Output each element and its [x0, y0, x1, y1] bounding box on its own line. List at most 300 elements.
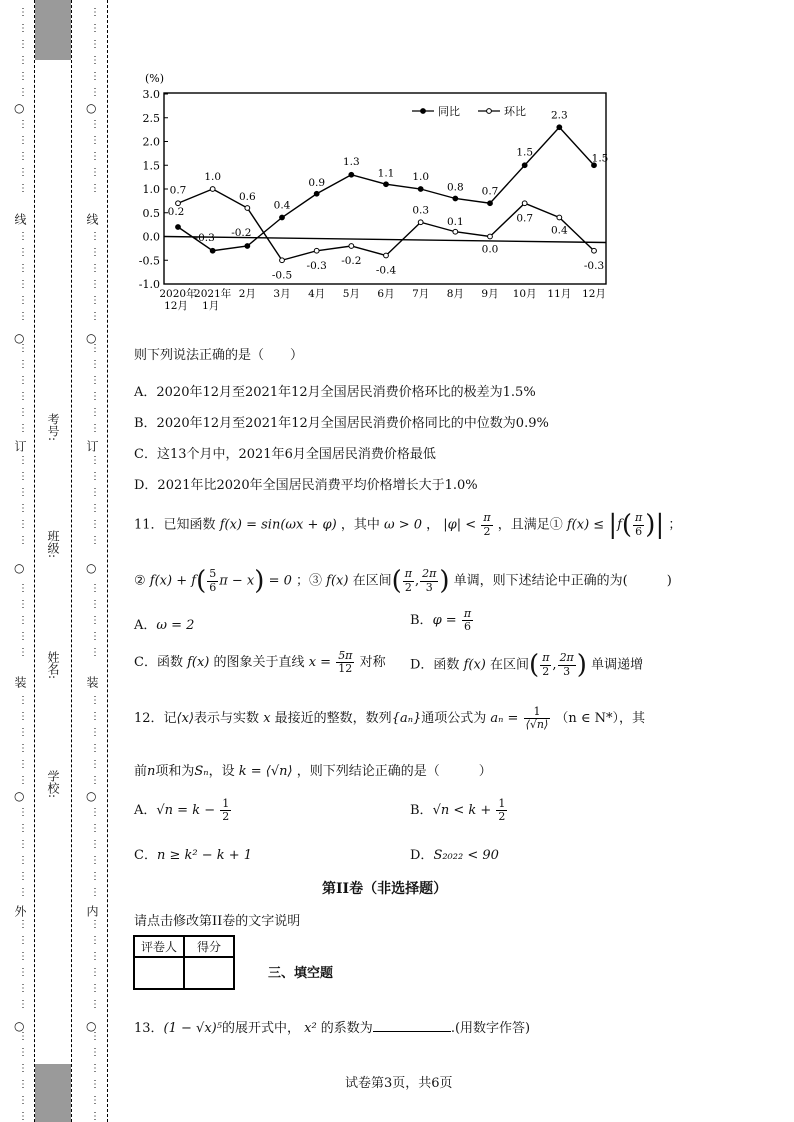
data-point — [488, 201, 493, 206]
q11-text: ，其中 — [340, 517, 380, 533]
margin-circle: ○ — [14, 331, 25, 345]
data-point — [418, 220, 423, 225]
frac-num: 1 — [222, 797, 230, 810]
y-tick-label: -1.0 — [138, 278, 160, 291]
margin-dots: ⋮ — [18, 631, 28, 642]
frac-den: 6 — [635, 524, 643, 538]
data-label: 0.3 — [412, 204, 430, 217]
option-label: A． — [134, 618, 157, 633]
margin-dots: ⋮ — [90, 695, 100, 706]
margin-dots: ⋮ — [18, 391, 28, 402]
margin-dots: ⋮ — [18, 1095, 28, 1106]
q11-cond-3: ；③ — [296, 573, 323, 589]
q12-text: 前 — [134, 764, 148, 779]
data-label: 1.3 — [342, 155, 360, 168]
frac-num: 5 — [209, 567, 217, 581]
margin-dots: ⋮ — [90, 711, 100, 722]
q12-option-a — [134, 798, 232, 823]
frac-num: 2π — [422, 567, 437, 581]
x-tick-label: 11月 — [547, 288, 572, 300]
frac-den: 2 — [498, 810, 506, 824]
margin-dots: ⋮ — [90, 647, 100, 658]
data-point — [557, 215, 562, 220]
margin-word: 订 — [13, 440, 27, 452]
x-tick-label: 9月 — [481, 288, 499, 300]
y-tick-label: 0.5 — [142, 206, 160, 220]
margin-dots: ⋮ — [90, 999, 100, 1010]
data-label: 0.7 — [169, 184, 187, 197]
margin-dots: ⋮ — [90, 167, 100, 178]
q11-text: 在区间 — [352, 573, 392, 589]
margin-grey-block-top — [35, 0, 71, 60]
margin-dots: ⋮ — [18, 871, 28, 882]
margin-dots: ⋮ — [90, 407, 100, 418]
data-point — [349, 172, 354, 177]
q12-text: 最接近的整数，数列 — [274, 711, 392, 727]
option-value: S₂₀₂₂ < 90 — [433, 848, 499, 863]
q11-f-sum: f(x) + f — [149, 573, 197, 589]
data-point — [210, 187, 215, 192]
data-label: 0.6 — [238, 191, 256, 203]
grader-header: 评卷人 — [134, 936, 184, 957]
option-text: 对称 — [359, 655, 386, 671]
option-label: A． — [134, 803, 157, 819]
y-tick-label: -0.5 — [138, 254, 160, 268]
q10-stem: 则下列说法正确的是（ ） — [134, 348, 304, 363]
option-text: 的图象关于直线 — [213, 655, 305, 671]
margin-dots: ⋮ — [90, 487, 100, 498]
margin-circle: ○ — [86, 101, 97, 115]
data-label: -0.4 — [375, 264, 397, 277]
q12-text: 表示与实数 — [194, 711, 260, 727]
q11-number: 11．已知函数 — [134, 517, 216, 533]
x-tick-label: 1月 — [202, 300, 220, 312]
frac-num: 1 — [524, 706, 551, 719]
margin-dots: ⋮ — [90, 183, 100, 194]
q11-text: 单调，则下述结论中正确的为( ) — [453, 573, 672, 589]
grader-score-table — [133, 935, 235, 990]
margin-dots: ⋮ — [18, 759, 28, 770]
margin-dots: ⋮ — [90, 1047, 100, 1058]
margin-dots: ⋮ — [90, 519, 100, 530]
margin-dots: ⋮ — [90, 775, 100, 786]
margin-dots: ⋮ — [90, 311, 100, 322]
q11-frac-pi-6 — [462, 608, 473, 633]
q12-text: 12．记 — [134, 711, 177, 727]
margin-dots: ⋮ — [18, 231, 28, 242]
data-label: -0.3 — [306, 259, 327, 272]
data-label: 1.5 — [591, 152, 609, 165]
margin-dots: ⋮ — [90, 55, 100, 66]
option-value: √n < k + — [432, 803, 492, 819]
margin-dots: ⋮ — [90, 583, 100, 594]
x-tick-label: 5月 — [342, 288, 360, 300]
data-point — [453, 229, 458, 234]
margin-dots: ⋮ — [18, 39, 28, 50]
x-tick-label: 7月 — [412, 288, 430, 300]
data-label: 2.3 — [550, 109, 568, 122]
data-point — [418, 187, 423, 192]
q12-option-c — [134, 844, 252, 863]
option-label: D． — [410, 848, 434, 863]
margin-dots: ⋮ — [90, 807, 100, 818]
option-value: ω = 2 — [156, 618, 195, 633]
q12-an-frac — [524, 706, 551, 731]
section-title: 第II卷（非选择题） — [322, 881, 448, 897]
data-point — [592, 248, 597, 253]
q12-n: n — [147, 764, 156, 779]
data-point — [280, 258, 285, 263]
data-point — [557, 125, 562, 130]
data-label: 0.4 — [550, 224, 568, 237]
school-label: 学校: — [46, 770, 60, 799]
margin-dots: ⋮ — [18, 887, 28, 898]
margin-circle: ○ — [14, 561, 25, 575]
name-label: 姓名: — [46, 651, 60, 680]
x-tick-label: 3月 — [273, 288, 291, 300]
margin-dots: ⋮ — [18, 311, 28, 322]
data-label: -0.3 — [194, 231, 215, 244]
data-point — [245, 244, 250, 249]
margin-word: 外 — [13, 905, 27, 917]
x-tick-label: 2月 — [238, 288, 256, 300]
margin-dots: ⋮ — [18, 471, 28, 482]
margin-dots: ⋮ — [18, 775, 28, 786]
margin-dots: ⋮ — [18, 935, 28, 946]
q11-text: ； — [668, 517, 682, 533]
margin-dots: ⋮ — [18, 247, 28, 258]
q12-sn: Sₙ — [194, 764, 209, 779]
margin-dots: ⋮ — [90, 839, 100, 850]
margin-dots: ⋮ — [90, 23, 100, 34]
margin-dots: ⋮ — [18, 279, 28, 290]
margin-dots: ⋮ — [90, 1111, 100, 1122]
data-point — [349, 244, 354, 249]
option-value: √n = k − — [156, 803, 216, 819]
data-label: 0.1 — [446, 215, 464, 228]
margin-dots: ⋮ — [18, 151, 28, 162]
margin-word: 线 — [85, 213, 99, 225]
y-unit-label: (%) — [145, 72, 165, 85]
data-point — [245, 206, 250, 211]
margin-dots: ⋮ — [18, 135, 28, 146]
x-tick-label: 12月 — [582, 288, 606, 300]
margin-dots: ⋮ — [18, 183, 28, 194]
margin-dots: ⋮ — [18, 295, 28, 306]
q11-frac-pi-2 — [481, 512, 492, 537]
q12-an-eq: aₙ = — [490, 711, 519, 727]
q11-frac-pi-6 — [633, 512, 644, 537]
margin-word: 装 — [85, 676, 99, 688]
option-text: 在区间 — [490, 657, 530, 673]
data-point — [210, 248, 215, 253]
margin-dots: ⋮ — [90, 375, 100, 386]
margin-dots: ⋮ — [18, 71, 28, 82]
q11-f-le: f(x) ≤ — [566, 517, 605, 533]
margin-dots: ⋮ — [90, 599, 100, 610]
frac-den: 3 — [563, 664, 571, 678]
q11-frac-pi-2 — [403, 568, 414, 593]
q11-eq0: = 0 — [268, 573, 292, 589]
margin-dots: ⋮ — [18, 919, 28, 930]
margin-circle: ○ — [86, 561, 97, 575]
q12-text: 项和为 — [155, 764, 195, 779]
q11-option-a — [134, 614, 194, 633]
x-tick-label: 2020年 — [159, 288, 197, 300]
margin-dots: ⋮ — [90, 615, 100, 626]
data-label: -0.3 — [583, 259, 605, 272]
margin-dots: ⋮ — [90, 39, 100, 50]
margin-dots: ⋮ — [90, 727, 100, 738]
q10-option-b: B．2020年12月至2021年12月全国居民消费价格同比的中位数为0.9% — [134, 416, 549, 431]
margin-dots: ⋮ — [90, 119, 100, 130]
margin-dots: ⋮ — [90, 247, 100, 258]
margin-dots: ⋮ — [90, 631, 100, 642]
class-label: 班级: — [46, 530, 60, 559]
margin-dots: ⋮ — [90, 967, 100, 978]
data-point — [176, 201, 181, 206]
margin-dots: ⋮ — [18, 119, 28, 130]
margin-dots: ⋮ — [18, 1111, 28, 1122]
margin-dots: ⋮ — [18, 343, 28, 354]
margin-circle: ○ — [14, 789, 25, 803]
margin-dots: ⋮ — [18, 487, 28, 498]
q12-option-b — [410, 798, 508, 823]
data-point — [522, 201, 527, 206]
option-value: n ≥ k² − k + 1 — [156, 848, 253, 863]
data-label: 1.0 — [204, 171, 222, 183]
exam-id-label: 考号: — [46, 413, 60, 442]
q12-frac-half — [220, 798, 231, 823]
x-tick-label: 6月 — [377, 288, 395, 300]
margin-dots: ⋮ — [18, 375, 28, 386]
option-label: B． — [410, 803, 433, 819]
frac-num: 1 — [498, 797, 506, 810]
margin-grey-block-bottom — [35, 1064, 71, 1122]
frac-den: 12 — [338, 662, 353, 676]
margin-dots: ⋮ — [18, 599, 28, 610]
margin-circle: ○ — [86, 331, 97, 345]
q10-option-c: C．这13个月中，2021年6月全国居民消费价格最低 — [134, 447, 436, 462]
q11-phi-condition: |φ| < — [443, 517, 477, 533]
margin-circle: ○ — [86, 789, 97, 803]
q12-x: x — [263, 711, 271, 727]
margin-dots: ⋮ — [18, 7, 28, 18]
margin-dots: ⋮ — [18, 1079, 28, 1090]
q13-line — [134, 1017, 530, 1036]
margin-dots: ⋮ — [90, 503, 100, 514]
margin-dots: ⋮ — [90, 7, 100, 18]
frac-den: 6 — [463, 620, 471, 634]
margin-word: 线 — [13, 213, 27, 225]
data-point — [384, 182, 389, 187]
option-text: D．函数 — [410, 657, 460, 673]
margin-dots: ⋮ — [90, 743, 100, 754]
frac-den: ⟨√n⟩ — [525, 718, 549, 732]
y-tick-label: 2.5 — [142, 111, 160, 125]
data-label: 1.5 — [516, 146, 534, 159]
margin-dots: ⋮ — [18, 967, 28, 978]
y-tick-label: 0.0 — [142, 230, 160, 244]
q12-text: ，设 — [208, 764, 235, 779]
q11-fx: f(x) — [463, 657, 486, 673]
y-tick-label: 3.0 — [142, 88, 160, 101]
margin-circle: ○ — [86, 1019, 97, 1033]
frac-num: 2π — [559, 651, 574, 665]
margin-dots: ⋮ — [18, 1047, 28, 1058]
frac-num: π — [463, 607, 472, 620]
data-label: 0.2 — [167, 206, 185, 218]
data-label: 0.8 — [446, 181, 464, 194]
data-label: 1.0 — [412, 171, 430, 183]
margin-dots: ⋮ — [90, 1063, 100, 1074]
margin-dots: ⋮ — [18, 823, 28, 834]
option-label: C． — [134, 848, 157, 863]
q11-option-c — [134, 650, 386, 675]
q13-text: 的展开式中， — [221, 1021, 300, 1036]
margin-dots: ⋮ — [18, 951, 28, 962]
margin-dots: ⋮ — [18, 423, 28, 434]
q11-minus-x: π − x — [219, 573, 255, 589]
margin-dots: ⋮ — [90, 343, 100, 354]
margin-word: 订 — [85, 440, 99, 452]
margin-dots: ⋮ — [18, 359, 28, 370]
legend-label: 同比 — [438, 105, 460, 118]
q11-frac-5pi-12 — [336, 650, 354, 675]
q12-line-2 — [134, 760, 492, 779]
q13-x2: x² — [304, 1021, 317, 1036]
margin-dots: ⋮ — [90, 359, 100, 370]
data-label: 0.7 — [481, 185, 499, 198]
frac-num: π — [635, 511, 643, 525]
score-cell[interactable] — [184, 957, 234, 989]
data-label: 0.4 — [273, 199, 291, 212]
option-text: 单调递增 — [591, 657, 644, 673]
cpi-line-chart — [110, 66, 620, 326]
x-tick-label: 4月 — [308, 288, 326, 300]
x-tick-label: 12月 — [164, 300, 188, 312]
q13-expr: (1 − √x)⁵ — [163, 1021, 222, 1036]
margin-dots: ⋮ — [90, 1079, 100, 1090]
margin-dots: ⋮ — [90, 279, 100, 290]
margin-dots: ⋮ — [18, 855, 28, 866]
q12-option-d — [410, 844, 499, 863]
q11-line-1: 11．已知函数 f(x) = sin(ωx + φ) ，其中 ω > 0 ， |φ| < $\frac{\pi}{2}$ ，且满足① f(x) ≤ |f( $\frac{\pi}{6}$ )| ； — [134, 510, 682, 540]
section-note[interactable]: 请点击修改第II卷的文字说明 — [134, 914, 301, 929]
margin-dots: ⋮ — [90, 535, 100, 546]
margin-dots: ⋮ — [90, 1031, 100, 1042]
x-tick-label: 2021年 — [194, 288, 232, 300]
frac-num: π — [483, 511, 491, 525]
margin-dots: ⋮ — [18, 711, 28, 722]
data-point — [280, 215, 285, 220]
legend-label: 环比 — [504, 105, 526, 118]
margin-dots: ⋮ — [18, 999, 28, 1010]
data-label: 0.9 — [308, 176, 326, 189]
margin-dots: ⋮ — [90, 919, 100, 930]
margin-word: 装 — [13, 676, 27, 688]
frac-num: 5π — [338, 649, 353, 662]
data-point — [176, 225, 181, 230]
q12-frac-half — [496, 798, 507, 823]
margin-dots: ⋮ — [18, 503, 28, 514]
margin-dots: ⋮ — [18, 455, 28, 466]
margin-dots: ⋮ — [18, 615, 28, 626]
y-tick-label: 2.0 — [142, 135, 160, 149]
margin-dots: ⋮ — [90, 871, 100, 882]
frac-num: π — [542, 651, 550, 665]
margin-dots: ⋮ — [90, 151, 100, 162]
data-label: 1.1 — [377, 167, 395, 180]
margin-word: 内 — [85, 905, 99, 917]
legend-marker — [487, 109, 492, 114]
margin-circle: ○ — [14, 1019, 25, 1033]
q11-omega-condition: ω > 0 — [383, 517, 422, 533]
margin-dots: ⋮ — [18, 23, 28, 34]
outer-binding-line — [34, 0, 35, 1122]
q11-fx: f(x) — [187, 655, 210, 671]
margin-dots: ⋮ — [90, 887, 100, 898]
q12-text: 通项公式为 — [421, 711, 487, 727]
q11-text: ， — [426, 517, 440, 533]
margin-circle: ○ — [14, 101, 25, 115]
margin-dots: ⋮ — [90, 823, 100, 834]
margin-dots: ⋮ — [90, 951, 100, 962]
margin-dots: ⋮ — [90, 471, 100, 482]
option-x: x = — [308, 655, 332, 671]
frac-den: 6 — [209, 580, 217, 594]
legend-marker — [421, 109, 426, 114]
grader-cell[interactable] — [134, 957, 184, 989]
margin-dots: ⋮ — [18, 519, 28, 530]
frac-den: 2 — [542, 664, 550, 678]
option-value: φ = — [432, 613, 457, 629]
data-point — [314, 191, 319, 196]
margin-dots: ⋮ — [18, 983, 28, 994]
q12-k-def: k = ⟨√n⟩ — [238, 764, 293, 779]
margin-dots: ⋮ — [90, 455, 100, 466]
margin-dots: ⋮ — [90, 71, 100, 82]
margin-dots: ⋮ — [90, 231, 100, 242]
data-label: 0.7 — [516, 212, 534, 225]
margin-dots: ⋮ — [18, 839, 28, 850]
margin-dots: ⋮ — [18, 535, 28, 546]
data-point — [453, 196, 458, 201]
answer-blank[interactable] — [373, 1019, 451, 1032]
q13-number: 13． — [134, 1021, 164, 1036]
q13-text: 的系数为 — [320, 1021, 373, 1036]
q12-text: ，则下列结论正确的是（ ） — [296, 764, 492, 779]
margin-dots: ⋮ — [90, 423, 100, 434]
frac-den: 3 — [425, 580, 433, 594]
q10-option-a: A．2020年12月至2021年12月全国居民消费价格环比的极差为1.5% — [134, 385, 536, 400]
q12-line-1 — [134, 706, 645, 731]
part-heading: 三、填空题 — [268, 966, 334, 981]
q12-an-set: {aₙ} — [391, 711, 422, 727]
q11-fx: f(x) — [326, 573, 349, 589]
data-label: -0.2 — [231, 227, 252, 239]
margin-dots: ⋮ — [90, 87, 100, 98]
inner-binding-line — [107, 0, 108, 1122]
score-header: 得分 — [184, 936, 234, 957]
option-label: B． — [410, 613, 433, 629]
q12-n-cond: （n ∈ N*），其 — [555, 711, 646, 727]
q11-frac-5-6 — [207, 568, 218, 593]
margin-dots: ⋮ — [18, 695, 28, 706]
data-label: -0.5 — [271, 269, 293, 282]
margin-dots: ⋮ — [18, 87, 28, 98]
frac-den: 2 — [404, 580, 412, 594]
